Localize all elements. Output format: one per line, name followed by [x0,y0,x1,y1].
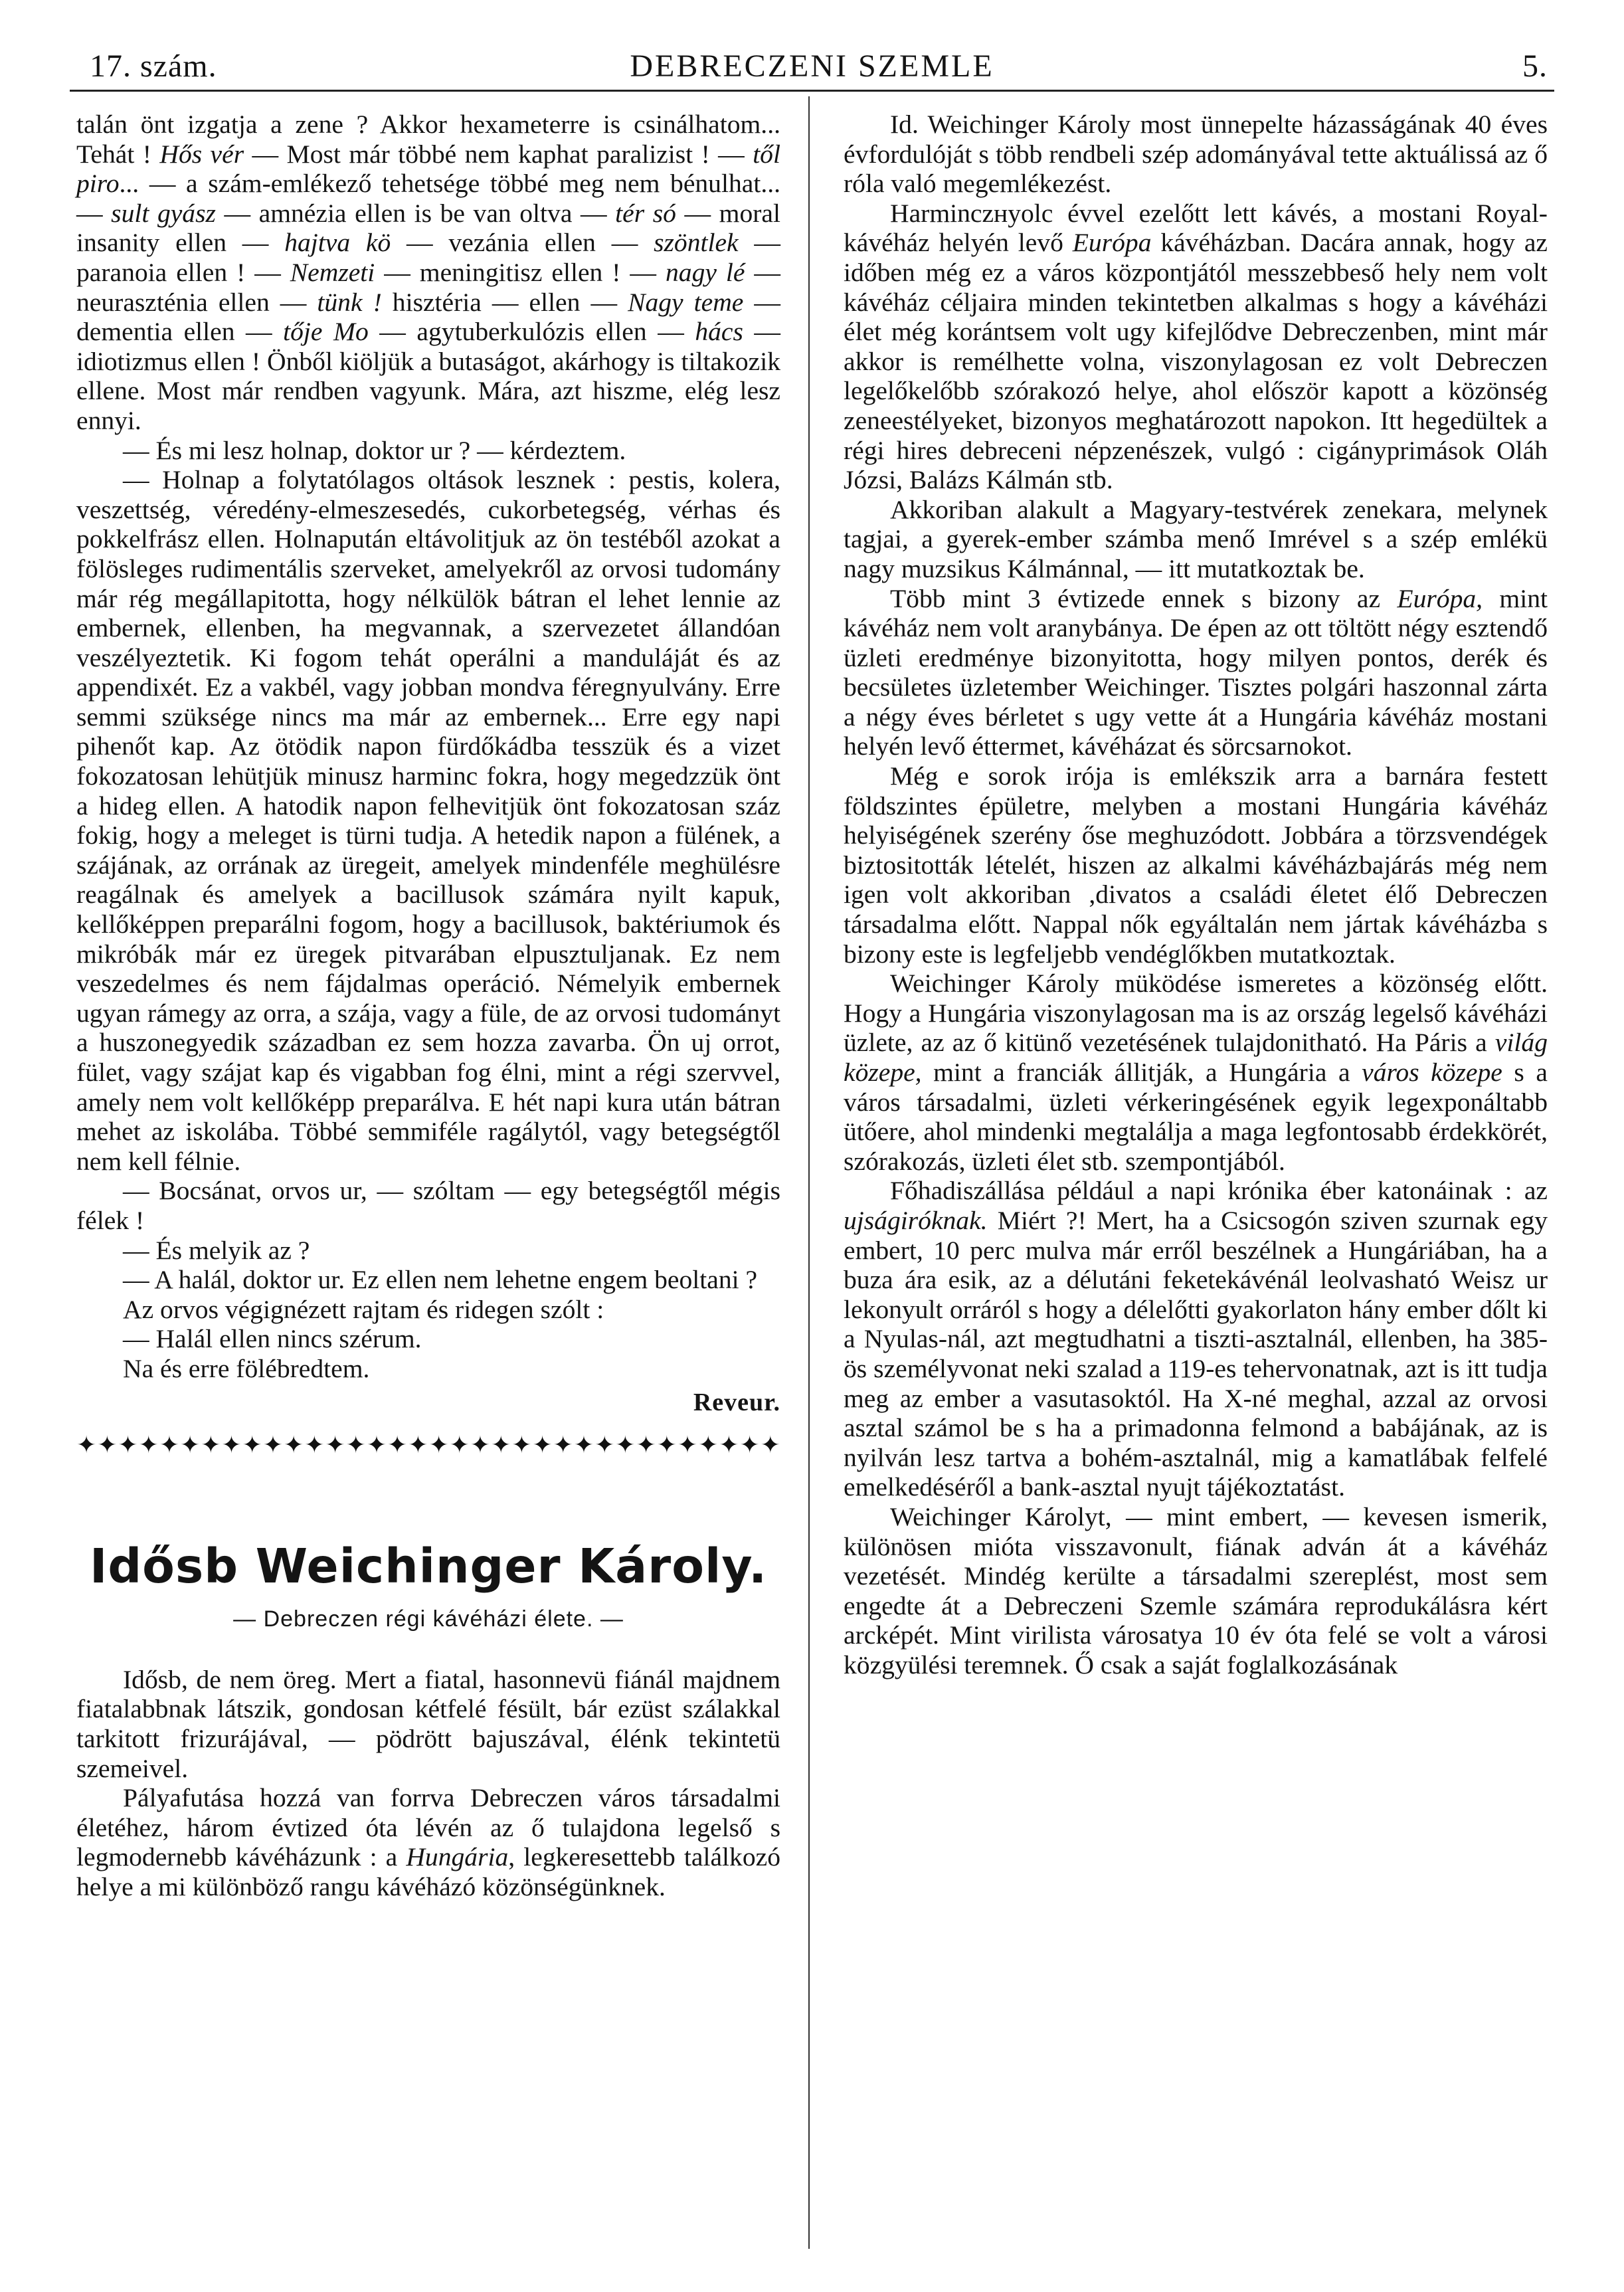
ornament-glyph: ✦ [511,1432,532,1459]
ornament-divider [76,1432,780,1458]
ornament-glyph: ✦ [470,1432,491,1459]
header-rule [70,90,1554,92]
ornament-glyph: ✦ [428,1432,449,1459]
issue-number: 17. szám. [90,48,217,84]
story-paragraph: — Holnap a folytatólagos oltások lesznek : pestis, kolera, veszettség, véredény-elmeszesedés, cukorbetegség, vérhas és pokkelfrász ellen. Holnapután eltávolitjuk az ön testéből azokat a fölösleges rudimentális szerveket, amelyekről az orvosi tudomány már rég megállapitotta, hogy nélkülök bátran el lehet lennie az embernek, ellenben, ha megvannak, a szervezetet állandóan veszélyeztetik. Ki fogom tehát operálni a manduláját és az appendixét. Ez a vakbél, vagy jobban mondva féregnyulvány. Erre semmi szüksége nincs ma már az embernek... Erre egy napi pihenőt kap. Az ötödik napon fürdőkádba tesszük és a vizet fokozatosan lehütjük minusz harminc fokra, hogy megedzzük önt a hideg ellen. A hatodik napon felhevitjük önt fokozatosan száz fokig, hogy a meleget is türni tudja. A hetedik napon a fülének, a szájának, az orrának az üregeit, amelyek mindenféle meghülésre reagálnak és amelyek a bacillusok számára nyilt kapuk, kellőképpen preparálni fogom, hogy a bacillusok, baktériumok és mikróbák már ez üregek pitvarában elpusztuljanak. Ez nem veszedelmes és nem fájdalmas operáció. Némelyik embernek ugyan rámegy az orra, a szája, vagy a füle, de az orvosi tudományt a huszonegyedik században ez sem hozza zavarba. Ön uj orrot, fület, vagy szájat kap és vigabban fog élni, mint a régi szervvel, amely nem volt kellőképp preparálva. E hét napi kura után bátran mehet az iskolába. Többé semmiféle ragálytól, vagy betegségtől nem kell félnie. [76,465,780,1176]
ornament-glyph: ✦ [553,1432,573,1459]
page-number: 5. [1522,48,1548,84]
article-subtitle: — Debreczen régi kávéházi élete. — [233,1606,624,1632]
page-header [70,40,1554,86]
article-paragraph: Id. Weichinger Károly most ünnepelte házasságának 40 éves évfordulóját s több rendbeli szép adományával tette aktuálissá az ő róla való megemlékezést. [844,110,1548,199]
ornament-glyph: ✦ [656,1432,677,1459]
article-paragraph: Akkoriban alakult a Magyary-testvérek zenekara, melynek tagjai, a gyerek-ember számba menő Imrével s a szép emlékü nagy muzsikus Kálmánnal, — itt mutatkoztak be. [844,494,1548,583]
ornament-glyph: ✦ [719,1432,739,1459]
article-paragraph: Harminczнyolc évvel ezelőtt lett kávés, a mostani Royal-kávéház helyén levő Európa kávéházban. Dacára annak, hogy az időben még ez a város központjától messzebbeső hely nem volt kávéház céljaira minden tekintetben alkalmas s hogy a kávéházi élet még korántsem volt ugy kifejlődve Debreczenben, mint már akkor is remélhette volna, viszonylagosan ez volt Debreczen legelőkelőbb szórakozó helye, ahol először kapott a közönség zeneestélyeket, bizonyos meghatározott napokon. Itt hegedültek a régi hires debreceni népzenészek, vulgó : cigányprimások Oláh Józsi, Balázs Kálmán stb. [844,198,1548,495]
ornament-glyph: ✦ [262,1432,283,1459]
ornament-glyph: ✦ [118,1432,138,1459]
article-paragraph: Több mint 3 évtizede ennek s bizony az Európa, mint kávéház nem volt aranybánya. De épen az ott töltött négy esztendő üzleti eredménye bizonyitotta, hogy milyen pontos, derék és becsületes üzletember Weichinger. Tisztes polgári haszonnal zárta a négy éves bérletet s ugy vette át a Hungária kávéház mostani helyén levő éttermet, kávéházat és sörcsarnokot. [844,583,1548,761]
author-signature: Reveur. [693,1388,780,1416]
ornament-glyph: ✦ [180,1432,201,1459]
story-paragraph: — És melyik az ? [123,1235,310,1265]
ornament-glyph: ✦ [760,1432,780,1459]
story-paragraphs [76,436,780,1384]
story-paragraph: Az orvos végignézett rajtam és ridegen szólt : [123,1294,604,1324]
ornament-glyph: ✦ [594,1432,615,1459]
ornament-glyph: ✦ [408,1432,428,1459]
ornament-glyph: ✦ [221,1432,242,1459]
article-paragraph: Még e sorok irója is emlékszik arra a barnára festett földszintes épületre, melyben a mostani Hungária kávéház helyiségének szerény őse meghuzódott. Jobbára a törzsvendégek biztositották lételét, hiszen az alkalmi kávéházbajárás még nem igen volt akkoriban ,divatos a családi életet élő Debreczen társadalma előtt. Nappal nők egyáltalán nem jártak kávéházba s bizony este is legfeljebb vendéglőkben mutatkoztak. [844,761,1548,969]
ornament-glyph: ✦ [76,1432,97,1459]
article-paragraph: Weichinger Károlyt, — mint embert, — kevesen ismerik, különösen mióta visszavonult, fiának adván át a kávéház vezetését. Mindég kerülte a társadalmi szereplést, most sem engedte át a Debreczeni Szemle számára reprodukálásra kért arcképét. Mint virilista városatya 10 év óta felé se volt a városi közgyülési teremnek. Ő csak a saját foglalkozásának [844,1501,1548,1679]
article-paragraph: Pályafutása hozzá van forrva Debreczen város társadalmi életéhez, három évtized óta lévén az ő tulajdona legelső s legmodernebb kávéházunk : a Hungária, legkeresettebb találkozó helye a mi különböző rangu kávéházó közönségünknek. [76,1783,780,1901]
column-divider [808,96,810,2249]
ornament-glyph: ✦ [325,1432,345,1459]
ornament-glyph: ✦ [491,1432,511,1459]
article-paragraph: Idősb, de nem öreg. Mert a fiatal, hasonnevü fiánál majdnem fiatalabbnak látszik, gondosan kétfelé fésült, bár ezüst szálakkal tarkitott frizurájával, — pödrött bajuszával, élénk tekintetü szemeivel. [76,1664,780,1783]
ornament-glyph: ✦ [698,1432,719,1459]
ornament-glyph: ✦ [97,1432,118,1459]
story-paragraph: — Halál ellen nincs szérum. [123,1324,422,1354]
article-title: Idősb Weichinger Károly. [89,1539,768,1594]
story-paragraph: — Bocsánat, orvos ur, — szóltam — egy betegségtől mégis félek ! [76,1176,780,1235]
ornament-glyph: ✦ [345,1432,366,1459]
story-paragraph: — És mi lesz holnap, doktor ur ? — kérdeztem. [123,435,626,465]
ornament-glyph: ✦ [304,1432,325,1459]
ornament-glyph: ✦ [636,1432,656,1459]
article-paragraph: Főhadiszállása például a napi krónika éber katonáinak : az ujságiróknak. Miért ?! Mert, ha a Csicsogón sziven szurnak egy embert, 10 perc mulva már erről beszélnek a Hungáriában, ha a buza ára esik, az a délutáni feketekávénál leolvasható Weisz ur lekonyult orráról s hogy a délelőtti gyakorlaton hány ember dőlt ki a Nyulas-nál, azt megtudhatni a tiszti-asztalnál, ellenben, ha 385-ös személyvonat neki szalad a 119-es tehervonatnak, azt is itt tudja meg az ember a vasutasoktól. Ha X-né meghal, azzal az orvosi asztal számol be s ha a primadonna felmond a babájának, az is nyilván lesz tartva a bohém-asztalnál, mig a kamatlábak felfelé emelkedéséről a bank-asztal nyujt tájékoztatást. [844,1176,1548,1502]
story-paragraph: — A halál, doktor ur. Ez ellen nem lehetne engem beoltani ? [123,1265,758,1295]
ornament-glyph: ✦ [532,1432,553,1459]
ornament-glyph: ✦ [138,1432,159,1459]
journal-title: DEBRECZENI SZEMLE [630,48,994,84]
right-column [844,110,1548,1679]
ornament-glyph: ✦ [366,1432,387,1459]
left-column [76,110,780,1901]
ornament-glyph: ✦ [739,1432,760,1459]
ornament-glyph: ✦ [284,1432,304,1459]
ornament-glyph: ✦ [159,1432,179,1459]
intro-paragraph: talán önt izgatja a zene ? Akkor hexameterre is csinálhatom... Tehát ! Hős vér — Most már többé nem kaphat paralizist ! — től piro... — a szám-emlékező tehetsége többé meg nem bénulhat... — sult gyász — amnézia ellen is be van oltva — tér só — moral insanity ellen — hajtva kö — vezánia ellen — szöntlek — paranoia ellen ! — Nemzeti — meningitisz ellen ! — nagy lé — neuraszténia ellen — tünk ! hisztéria — ellen — Nagy teme — dementia ellen — tője Mo — agytuberkulózis ellen — hács — idiotizmus ellen ! Önből kiöljük a butaságot, akárhogy is tiltakozik ellene. Most már rendben vagyunk. Mára, azt hiszme, elég lesz ennyi. [76,110,780,435]
ornament-glyph: ✦ [573,1432,594,1459]
ornament-glyph: ✦ [242,1432,262,1459]
ornament-glyph: ✦ [677,1432,698,1459]
ornament-glyph: ✦ [615,1432,636,1459]
story-paragraph: Na és erre fölébredtem. [123,1353,370,1383]
ornament-glyph: ✦ [449,1432,470,1459]
ornament-glyph: ✦ [387,1432,408,1459]
ornament-glyph: ✦ [201,1432,221,1459]
article-paragraph: Weichinger Károly müködése ismeretes a közönség előtt. Hogy a Hungária viszonylagosan ma is az ország legelső kávéházi üzlete, az az ő kitünő vezetésének tulajdonitható. Ha Páris a világ közepe, mint a franciák állitják, a Hungária a város közepe s a város társadalmi, üzleti vérkeringésének egyik legexponáltabb ütőere, ahol mindenki megtalálja a maga legfontosabb érdekkörét, szórakozás, üzleti élet stb. szempontjából. [844,969,1548,1176]
